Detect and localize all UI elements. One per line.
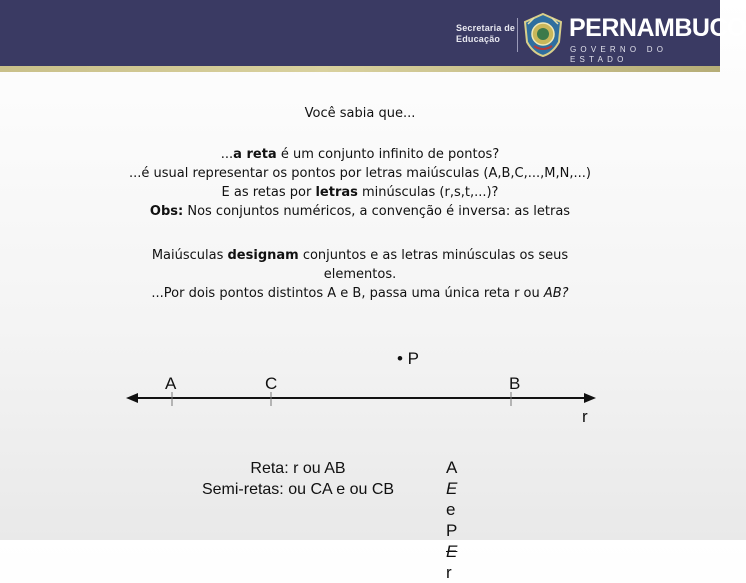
second-line-2: elementos.: [323, 267, 397, 282]
line5-pre: Maiúsculas: [151, 248, 228, 263]
line5-bold: designam: [227, 248, 299, 263]
brand-name: PERNAMBUCO: [569, 14, 746, 42]
relation-a-in-r: [446, 457, 457, 520]
secretaria-line2: Educação: [456, 34, 501, 44]
point-p-label: • P: [397, 349, 420, 368]
line1-pre: ...: [220, 147, 234, 162]
relation-p-notin-r: [446, 520, 457, 583]
arrow-left-icon: [126, 393, 138, 403]
line1-bold: a reta: [233, 147, 277, 162]
line5-post: conjuntos e as letras minúsculas os seus: [298, 248, 569, 263]
point-c-label: C: [265, 374, 278, 393]
line-r-label: r: [582, 407, 588, 426]
rel2-point: P: [446, 521, 458, 540]
intro-line: Você sabia que...: [304, 106, 416, 121]
figure-caption: [168, 458, 428, 500]
rel2-symbol: E: [446, 542, 458, 561]
obs-text: Nos conjuntos numéricos, a convenção é inversa: as letras: [183, 204, 571, 219]
rel1-symbol: E: [446, 479, 458, 498]
rel1-line: e: [446, 500, 456, 519]
secretaria-line1: Secretaria de: [456, 23, 516, 33]
line3-bold: letras: [315, 185, 358, 200]
point-a-label: A: [165, 374, 177, 393]
caption-line-1: Reta: r ou AB: [250, 460, 346, 477]
obs-label: Obs:: [149, 204, 184, 219]
point-b-label: B: [509, 374, 521, 393]
caption-line-2: Semi-retas: ou CA e ou CB: [201, 481, 395, 498]
membership-relations: [446, 457, 457, 583]
arrow-right-icon: [584, 393, 596, 403]
line7-pre: ...Por dois pontos distintos A e B, passa uma única reta r ou: [151, 286, 544, 301]
rel1-point: A: [446, 458, 458, 477]
line3-pre: E as retas por: [221, 185, 316, 200]
line7-ital: AB?: [543, 286, 569, 301]
brand-subtitle: GOVERNO DO ESTADO: [570, 45, 668, 64]
main-line-2: ...é usual representar os pontos por letras maiúsculas (A,B,C,...,M,N,...): [129, 166, 591, 181]
line3-post: minúsculas (r,s,t,...)?: [357, 185, 499, 200]
rel2-line: r: [446, 563, 452, 582]
line1-post: é um conjunto infinito de pontos?: [276, 147, 500, 162]
